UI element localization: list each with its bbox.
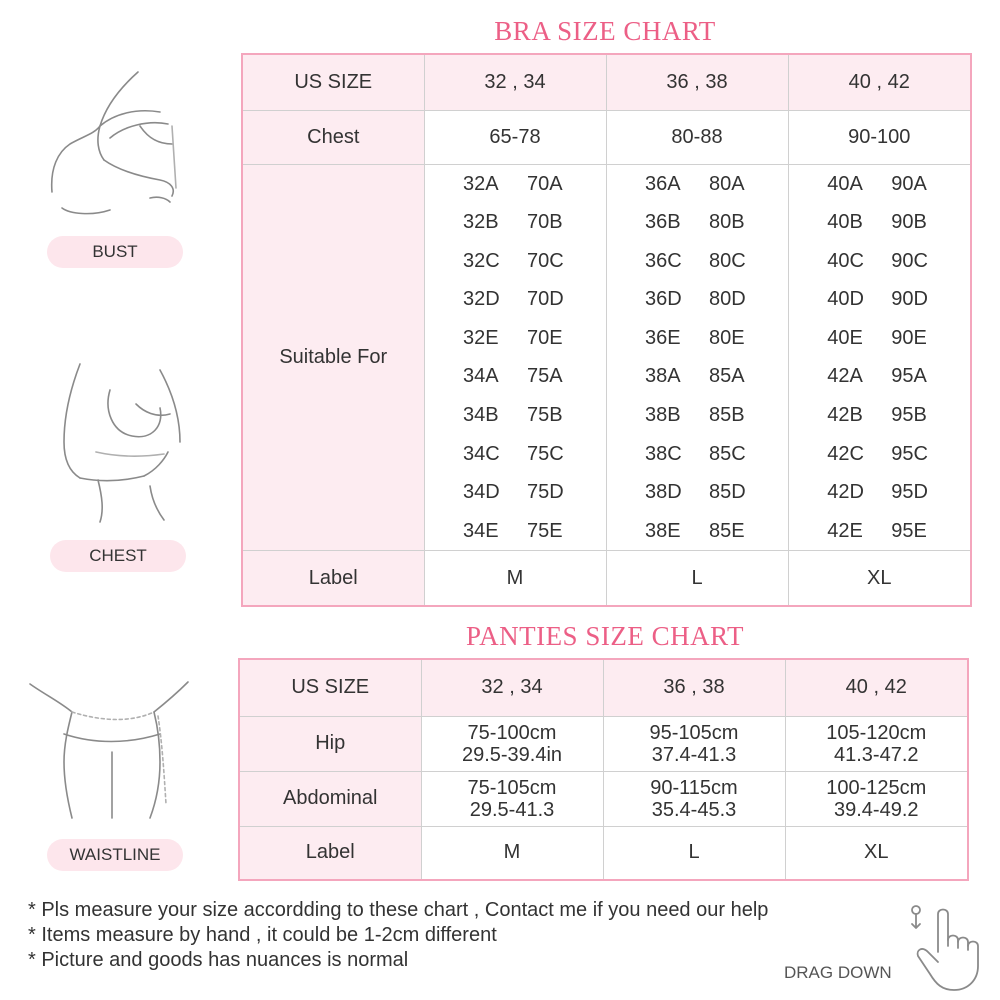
- size-row: [645, 473, 749, 512]
- us-size-code: 32C: [463, 249, 500, 272]
- hip-cm: 75-100cm: [467, 721, 557, 744]
- hip-alt: 37.4-41.3: [651, 743, 737, 766]
- size-list: [789, 165, 971, 551]
- eu-size-code: 80A: [709, 172, 745, 195]
- header-size: 36 , 38: [606, 54, 788, 110]
- size-row: [827, 357, 931, 396]
- us-size-code: 34C: [463, 442, 500, 465]
- label-value: XL: [788, 551, 971, 606]
- size-row: [645, 396, 749, 435]
- us-size-code: 42E: [827, 519, 863, 542]
- eu-size-code: 85B: [709, 404, 745, 427]
- header-us-size: US SIZE: [239, 659, 421, 716]
- abdominal-cm: 75-105cm: [467, 776, 557, 799]
- eu-size-code: 70C: [527, 249, 564, 272]
- us-size-code: 36B: [645, 211, 681, 234]
- abdominal-alt: 39.4-49.2: [833, 798, 919, 821]
- eu-size-code: 90A: [891, 172, 927, 195]
- size-row: [827, 165, 931, 204]
- us-size-code: 36D: [645, 288, 682, 311]
- header-size: 32 , 34: [421, 659, 603, 716]
- eu-size-code: 75D: [527, 481, 564, 504]
- chest-label: CHEST: [50, 540, 186, 572]
- eu-size-code: 85D: [709, 481, 746, 504]
- eu-size-code: 80C: [709, 249, 746, 272]
- size-row: [645, 435, 749, 474]
- us-size-code: 38B: [645, 404, 681, 427]
- bust-label: BUST: [47, 236, 183, 268]
- size-row: [827, 396, 931, 435]
- size-row: [645, 319, 749, 358]
- size-row: [463, 319, 567, 358]
- hip-value: [603, 716, 785, 771]
- label-value: M: [424, 551, 606, 606]
- size-list: [425, 165, 606, 551]
- size-row: [645, 512, 749, 551]
- panties-chart-title: PANTIES SIZE CHART: [466, 621, 744, 651]
- eu-size-code: 95A: [891, 365, 927, 388]
- hip-value: [421, 716, 603, 771]
- size-row: [645, 165, 749, 204]
- us-size-code: 40D: [827, 288, 864, 311]
- eu-size-code: 85E: [709, 519, 745, 542]
- us-size-code: 36E: [645, 326, 681, 349]
- us-size-code: 40C: [827, 249, 864, 272]
- bra-chart-title: BRA SIZE CHART: [494, 16, 716, 46]
- eu-size-code: 90E: [891, 326, 927, 349]
- suitable-sizes-cell: [606, 164, 788, 551]
- header-us-size: US SIZE: [242, 54, 424, 110]
- us-size-code: 38E: [645, 519, 681, 542]
- eu-size-code: 85C: [709, 442, 746, 465]
- eu-size-code: 70A: [527, 172, 563, 195]
- eu-size-code: 80B: [709, 211, 745, 234]
- size-row: [827, 242, 931, 281]
- eu-size-code: 90B: [891, 211, 927, 234]
- label-value: L: [606, 551, 788, 606]
- header-size: 32 , 34: [424, 54, 606, 110]
- eu-size-code: 90C: [891, 249, 928, 272]
- hand-pointer-icon: [904, 900, 992, 992]
- size-row: [645, 203, 749, 242]
- chest-value: 80-88: [606, 110, 788, 164]
- hip-alt: 29.5-39.4in: [461, 743, 563, 766]
- header-size: 36 , 38: [603, 659, 785, 716]
- chest-value: 90-100: [788, 110, 971, 164]
- eu-size-code: 75B: [527, 404, 563, 427]
- hip-cm: 95-105cm: [649, 721, 739, 744]
- row-label-chest: Chest: [242, 110, 424, 164]
- size-row: [463, 473, 567, 512]
- notes: [28, 898, 768, 973]
- label-value: M: [421, 826, 603, 880]
- size-row: [645, 357, 749, 396]
- size-row: [463, 280, 567, 319]
- row-label-abdominal: Abdominal: [239, 771, 421, 826]
- us-size-code: 32D: [463, 288, 500, 311]
- us-size-code: 40B: [827, 211, 863, 234]
- suitable-sizes-cell: [788, 164, 971, 551]
- hip-cm: 105-120cm: [826, 721, 927, 744]
- size-row: [827, 512, 931, 551]
- abdominal-cm: 100-125cm: [826, 776, 927, 799]
- size-row: [645, 242, 749, 281]
- size-row: [463, 512, 567, 551]
- row-label-suitable-for: Suitable For: [242, 164, 424, 551]
- waistline-figure-icon: [24, 672, 194, 822]
- chest-value: 65-78: [424, 110, 606, 164]
- drag-down-label: DRAG DOWN: [784, 963, 892, 982]
- us-size-code: 40A: [827, 172, 863, 195]
- size-row: [463, 242, 567, 281]
- note-line: * Items measure by hand , it could be 1-2cm different: [28, 924, 497, 946]
- abdominal-alt: 29.5-41.3: [469, 798, 555, 821]
- us-size-code: 36C: [645, 249, 682, 272]
- eu-size-code: 70D: [527, 288, 564, 311]
- abdominal-value: [421, 771, 603, 826]
- us-size-code: 38D: [645, 481, 682, 504]
- size-row: [463, 435, 567, 474]
- eu-size-code: 70B: [527, 211, 563, 234]
- eu-size-code: 95B: [891, 404, 927, 427]
- eu-size-code: 75C: [527, 442, 564, 465]
- us-size-code: 32E: [463, 326, 499, 349]
- size-row: [827, 319, 931, 358]
- us-size-code: 40E: [827, 326, 863, 349]
- size-row: [827, 473, 931, 512]
- us-size-code: 32B: [463, 211, 499, 234]
- eu-size-code: 80E: [709, 326, 745, 349]
- label-value: XL: [785, 826, 968, 880]
- panties-size-table: [238, 658, 969, 881]
- eu-size-code: 95E: [891, 519, 927, 542]
- note-line: * Pls measure your size accordding to these chart , Contact me if you need our help: [28, 899, 769, 921]
- eu-size-code: 90D: [891, 288, 928, 311]
- hip-value: [785, 716, 968, 771]
- header-size: 40 , 42: [788, 54, 971, 110]
- bra-size-table: [241, 53, 972, 607]
- waistline-label: WAISTLINE: [47, 839, 183, 871]
- chest-figure-icon: [40, 360, 200, 525]
- size-row: [463, 165, 567, 204]
- size-row: [827, 435, 931, 474]
- header-size: 40 , 42: [785, 659, 968, 716]
- size-row: [827, 203, 931, 242]
- eu-size-code: 85A: [709, 365, 745, 388]
- us-size-code: 38C: [645, 442, 682, 465]
- eu-size-code: 95C: [891, 442, 928, 465]
- us-size-code: 42B: [827, 404, 863, 427]
- size-row: [463, 203, 567, 242]
- us-size-code: 38A: [645, 365, 681, 388]
- us-size-code: 34B: [463, 404, 499, 427]
- us-size-code: 34D: [463, 481, 500, 504]
- bust-figure-icon: [40, 68, 200, 218]
- eu-size-code: 75E: [527, 519, 563, 542]
- abdominal-alt: 35.4-45.3: [651, 798, 737, 821]
- size-row: [827, 280, 931, 319]
- us-size-code: 42C: [827, 442, 864, 465]
- size-row: [463, 357, 567, 396]
- size-row: [463, 396, 567, 435]
- size-row: [645, 280, 749, 319]
- row-label-hip: Hip: [239, 716, 421, 771]
- us-size-code: 36A: [645, 172, 681, 195]
- hip-alt: 41.3-47.2: [833, 743, 919, 766]
- size-list: [607, 165, 788, 551]
- us-size-code: 42D: [827, 481, 864, 504]
- row-label-label: Label: [239, 826, 421, 880]
- us-size-code: 34A: [463, 365, 499, 388]
- abdominal-value: [785, 771, 968, 826]
- row-label-label: Label: [242, 551, 424, 606]
- us-size-code: 32A: [463, 172, 499, 195]
- us-size-code: 34E: [463, 519, 499, 542]
- note-line: * Picture and goods has nuances is normal: [28, 949, 409, 971]
- abdominal-cm: 90-115cm: [650, 776, 738, 799]
- us-size-code: 42A: [827, 365, 863, 388]
- abdominal-value: [603, 771, 785, 826]
- eu-size-code: 95D: [891, 481, 928, 504]
- label-value: L: [603, 826, 785, 880]
- eu-size-code: 80D: [709, 288, 746, 311]
- eu-size-code: 75A: [527, 365, 563, 388]
- suitable-sizes-cell: [424, 164, 606, 551]
- eu-size-code: 70E: [527, 326, 563, 349]
